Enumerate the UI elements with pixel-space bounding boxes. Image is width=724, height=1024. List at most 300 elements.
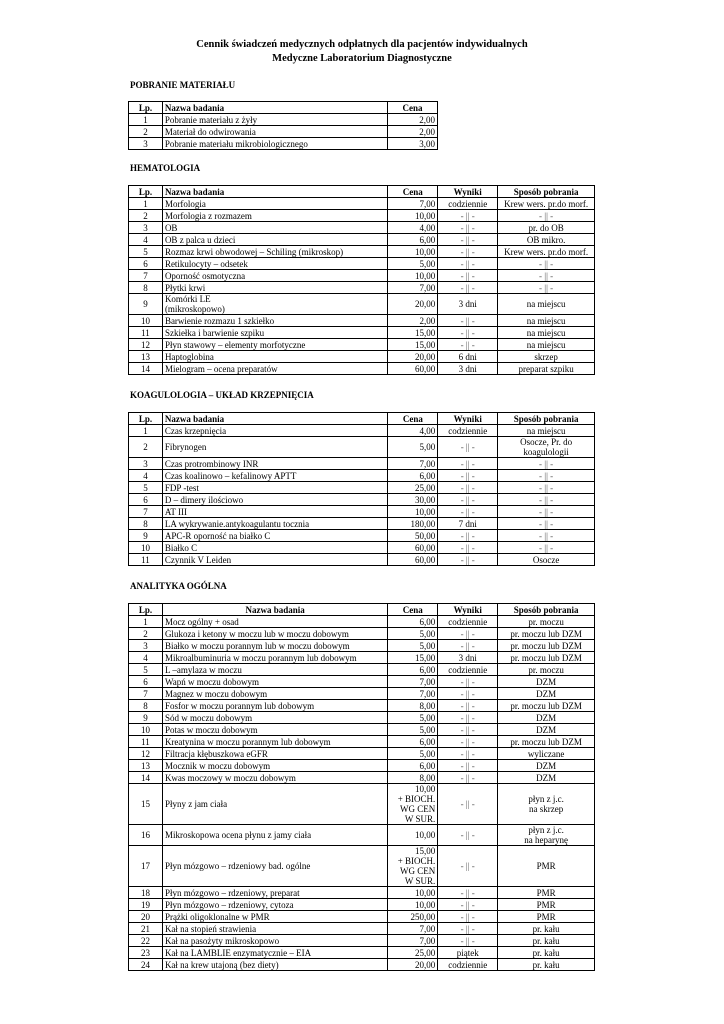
cell-results: - || - [438, 222, 498, 234]
cell-lp: 15 [129, 784, 163, 825]
cell-name: OB z palca u dzieci [162, 234, 387, 246]
header-method: Sposób pobrania [498, 604, 595, 616]
cell-method: preparat szpiku [498, 363, 595, 375]
header-name: Nazwa badania [162, 186, 387, 198]
cell-results: - || - [438, 554, 498, 566]
cell-method: Krew wers. pr.do morf. [498, 198, 595, 210]
cell-lp: 4 [129, 234, 163, 246]
cell-results: - || - [438, 437, 498, 458]
cell-name: Mielogram – ocena preparatów [162, 363, 387, 375]
cell-lp: 3 [129, 458, 163, 470]
table-row [129, 425, 595, 437]
cell-method: Osocze, Pr. do koagulologii [498, 437, 595, 458]
cell-name: L –amylaza w moczu [162, 664, 387, 676]
cell-method: na miejscu [498, 294, 595, 315]
cell-lp: 10 [129, 724, 163, 736]
table-analityka [128, 603, 595, 971]
table-row [129, 784, 595, 825]
cell-method: DZM [498, 772, 595, 784]
cell-lp: 1 [129, 114, 163, 126]
cell-results: - || - [438, 772, 498, 784]
cell-price: 10,00 [388, 506, 438, 518]
cell-price: 60,00 [388, 542, 438, 554]
cell-lp: 14 [129, 772, 163, 784]
cell-method: PMR [498, 911, 595, 923]
cell-method: Krew wers. pr.do morf. [498, 246, 595, 258]
cell-name: Kwas moczowy w moczu dobowym [162, 772, 387, 784]
header-price: Cena [388, 102, 438, 114]
table-row [129, 724, 595, 736]
cell-lp: 24 [129, 959, 163, 971]
cell-lp: 9 [129, 294, 163, 315]
cell-name: Płyn stawowy – elementy morfotyczne [162, 339, 387, 351]
cell-method: na miejscu [498, 425, 595, 437]
cell-name: Mocznik w moczu dobowym [162, 760, 387, 772]
table-row [129, 664, 595, 676]
table-row [129, 234, 595, 246]
cell-method: pr. moczu lub DZM [498, 736, 595, 748]
cell-results: codziennie [438, 425, 498, 437]
header-results: Wyniki [438, 186, 498, 198]
table-row [129, 760, 595, 772]
cell-price: 7,00 [388, 458, 438, 470]
cell-price: 7,00 [388, 676, 438, 688]
table-header-row [129, 186, 595, 198]
cell-lp: 17 [129, 846, 163, 887]
cell-results: - || - [438, 282, 498, 294]
cell-price: 6,00 [388, 760, 438, 772]
cell-results: - || - [438, 530, 498, 542]
cell-price: 250,00 [388, 911, 438, 923]
table-header-row [129, 604, 595, 616]
cell-method: - || - [498, 470, 595, 482]
cell-lp: 12 [129, 339, 163, 351]
cell-name: AT III [162, 506, 387, 518]
cell-name: LA wykrywanie.antykoagulantu tocznia [162, 518, 387, 530]
cell-name: Białko C [162, 542, 387, 554]
cell-results: - || - [438, 315, 498, 327]
section-heading-pobranie: POBRANIE MATERIAŁU [130, 80, 236, 90]
cell-name: Haptoglobina [162, 351, 387, 363]
table-row [129, 327, 595, 339]
cell-results: - || - [438, 339, 498, 351]
cell-price: 25,00 [388, 482, 438, 494]
cell-method: - || - [498, 494, 595, 506]
cell-price: 20,00 [388, 351, 438, 363]
table-row [129, 772, 595, 784]
cell-name: Szkiełka i barwienie szpiku [162, 327, 387, 339]
cell-lp: 6 [129, 676, 163, 688]
cell-results: 7 dni [438, 518, 498, 530]
cell-method: płyn z j.c. na heparynę [498, 825, 595, 846]
cell-results: 3 dni [438, 652, 498, 664]
cell-lp: 2 [129, 628, 163, 640]
cell-results: - || - [438, 712, 498, 724]
cell-method: DZM [498, 712, 595, 724]
table-row [129, 470, 595, 482]
cell-results: - || - [438, 688, 498, 700]
cell-lp: 2 [129, 126, 163, 138]
cell-method: DZM [498, 688, 595, 700]
cell-name: Materiał do odwirowania [162, 126, 387, 138]
page-title-line1: Cennik świadczeń medycznych odpłatnych dla pacjentów indywidualnych [196, 39, 528, 50]
cell-results: - || - [438, 887, 498, 899]
table-row [129, 640, 595, 652]
cell-results: - || - [438, 258, 498, 270]
cell-method: - || - [498, 270, 595, 282]
cell-lp: 14 [129, 363, 163, 375]
header-price: Cena [388, 186, 438, 198]
table-row [129, 222, 595, 234]
cell-price: 15,00 + BIOCH. WG CEN W SUR. [388, 846, 438, 887]
cell-results: - || - [438, 482, 498, 494]
cell-results: - || - [438, 784, 498, 825]
cell-lp: 10 [129, 315, 163, 327]
cell-lp: 1 [129, 198, 163, 210]
cell-results: - || - [438, 628, 498, 640]
cell-results: - || - [438, 676, 498, 688]
cell-price: 20,00 [388, 294, 438, 315]
cell-method: - || - [498, 542, 595, 554]
table-row [129, 899, 595, 911]
table-row [129, 748, 595, 760]
cell-method: pr. moczu lub DZM [498, 640, 595, 652]
cell-lp: 3 [129, 222, 163, 234]
cell-name: D – dimery ilościowo [162, 494, 387, 506]
cell-method: pr. kału [498, 959, 595, 971]
cell-price: 6,00 [388, 736, 438, 748]
cell-method: wyliczane [498, 748, 595, 760]
cell-price: 7,00 [388, 688, 438, 700]
cell-name: Kał na pasożyty mikroskopowo [162, 935, 387, 947]
cell-price: 5,00 [388, 437, 438, 458]
cell-price: 2,00 [388, 126, 438, 138]
cell-method: płyn z j.c. na skrzep [498, 784, 595, 825]
cell-name: Fosfor w moczu porannym lub dobowym [162, 700, 387, 712]
cell-price: 8,00 [388, 700, 438, 712]
cell-name: Barwienie rozmazu 1 szkiełko [162, 315, 387, 327]
header-price: Cena [388, 413, 438, 425]
cell-price: 7,00 [388, 935, 438, 947]
cell-method: - || - [498, 458, 595, 470]
table-row [129, 437, 595, 458]
cell-method: pr. moczu [498, 664, 595, 676]
cell-price: 6,00 [388, 664, 438, 676]
table-row [129, 138, 438, 150]
cell-name: Sód w moczu dobowym [162, 712, 387, 724]
cell-lp: 19 [129, 899, 163, 911]
cell-lp: 1 [129, 616, 163, 628]
table-row [129, 482, 595, 494]
cell-lp: 6 [129, 494, 163, 506]
table-row [129, 518, 595, 530]
cell-results: codziennie [438, 198, 498, 210]
cell-name: Pobranie materiału z żyły [162, 114, 387, 126]
table-row [129, 530, 595, 542]
cell-name: Fibrynogen [162, 437, 387, 458]
cell-lp: 7 [129, 270, 163, 282]
cell-name: Pobranie materiału mikrobiologicznego [162, 138, 387, 150]
cell-lp: 11 [129, 554, 163, 566]
cell-method: - || - [498, 506, 595, 518]
cell-method: DZM [498, 760, 595, 772]
cell-lp: 7 [129, 506, 163, 518]
cell-lp: 5 [129, 482, 163, 494]
cell-name: Prążki oligoklonalne w PMR [162, 911, 387, 923]
table-row [129, 246, 595, 258]
header-method: Sposób pobrania [498, 186, 595, 198]
table-row [129, 258, 595, 270]
header-method: Sposób pobrania [498, 413, 595, 425]
cell-lp: 8 [129, 700, 163, 712]
cell-method: na miejscu [498, 315, 595, 327]
cell-price: 60,00 [388, 363, 438, 375]
cell-price: 6,00 [388, 616, 438, 628]
cell-name: Komórki LE (mikroskopowo) [162, 294, 387, 315]
cell-results: 6 dni [438, 351, 498, 363]
cell-name: Morfologia [162, 198, 387, 210]
cell-method: pr. kału [498, 947, 595, 959]
cell-price: 60,00 [388, 554, 438, 566]
cell-price: 6,00 [388, 234, 438, 246]
header-lp: Lp. [129, 604, 163, 616]
cell-results: - || - [438, 736, 498, 748]
cell-lp: 3 [129, 138, 163, 150]
cell-lp: 20 [129, 911, 163, 923]
table-hematologia [128, 185, 595, 375]
table-row [129, 628, 595, 640]
cell-lp: 18 [129, 887, 163, 899]
cell-price: 5,00 [388, 748, 438, 760]
cell-results: - || - [438, 846, 498, 887]
cell-method: pr. kału [498, 923, 595, 935]
table-koagulologia [128, 412, 595, 566]
cell-price: 10,00 [388, 210, 438, 222]
cell-results: - || - [438, 327, 498, 339]
table-row [129, 959, 595, 971]
cell-results: - || - [438, 458, 498, 470]
table-row [129, 494, 595, 506]
cell-price: 7,00 [388, 923, 438, 935]
cell-name: Płyny z jam ciała [162, 784, 387, 825]
cell-method: pr. moczu lub DZM [498, 652, 595, 664]
cell-lp: 13 [129, 351, 163, 363]
cell-price: 25,00 [388, 947, 438, 959]
cell-method: - || - [498, 518, 595, 530]
cell-name: Kał na stopień strawienia [162, 923, 387, 935]
table-row [129, 542, 595, 554]
cell-lp: 5 [129, 246, 163, 258]
cell-name: Czynnik V Leiden [162, 554, 387, 566]
cell-method: - || - [498, 282, 595, 294]
header-name: Nazwa badania [162, 102, 387, 114]
cell-name: Glukoza i ketony w moczu lub w moczu dobowym [162, 628, 387, 640]
cell-method: pr. do OB [498, 222, 595, 234]
cell-lp: 9 [129, 712, 163, 724]
table-header-row [129, 413, 595, 425]
table-row [129, 700, 595, 712]
cell-name: Kał na LAMBLIE enzymatycznie – EIA [162, 947, 387, 959]
table-row [129, 923, 595, 935]
cell-lp: 23 [129, 947, 163, 959]
cell-results: - || - [438, 470, 498, 482]
cell-method: - || - [498, 210, 595, 222]
cell-name: Czas krzepnięcia [162, 425, 387, 437]
cell-method: skrzep [498, 351, 595, 363]
header-name: Nazwa badania [162, 413, 387, 425]
header-lp: Lp. [129, 186, 163, 198]
header-results: Wyniki [438, 604, 498, 616]
cell-results: - || - [438, 246, 498, 258]
header-name: Nazwa badania [162, 604, 387, 616]
cell-results: - || - [438, 640, 498, 652]
cell-price: 180,00 [388, 518, 438, 530]
cell-method: na miejscu [498, 327, 595, 339]
cell-method: pr. kału [498, 935, 595, 947]
cell-lp: 4 [129, 470, 163, 482]
table-row [129, 846, 595, 887]
table-row [129, 351, 595, 363]
cell-method: - || - [498, 258, 595, 270]
header-results: Wyniki [438, 413, 498, 425]
cell-name: Retikulocyty – odsetek [162, 258, 387, 270]
cell-lp: 13 [129, 760, 163, 772]
cell-lp: 4 [129, 652, 163, 664]
cell-name: Morfologia z rozmazem [162, 210, 387, 222]
cell-results: - || - [438, 911, 498, 923]
cell-price: 10,00 + BIOCH. WG CEN W SUR. [388, 784, 438, 825]
cell-price: 5,00 [388, 724, 438, 736]
table-row [129, 114, 438, 126]
cell-results: 3 dni [438, 363, 498, 375]
table-row [129, 676, 595, 688]
section-heading-analityka: ANALITYKA OGÓLNA [130, 581, 227, 591]
page-title-line2: Medyczne Laboratorium Diagnostyczne [272, 53, 452, 64]
cell-results: codziennie [438, 959, 498, 971]
cell-results: 3 dni [438, 294, 498, 315]
cell-method: PMR [498, 899, 595, 911]
table-row [129, 688, 595, 700]
cell-name: Mikroalbuminuria w moczu porannym lub dobowym [162, 652, 387, 664]
table-row [129, 887, 595, 899]
cell-lp: 10 [129, 542, 163, 554]
table-row [129, 339, 595, 351]
cell-name: Płyn mózgowo – rdzeniowy bad. ogólne [162, 846, 387, 887]
cell-price: 3,00 [388, 138, 438, 150]
cell-lp: 1 [129, 425, 163, 437]
cell-results: - || - [438, 506, 498, 518]
table-row [129, 458, 595, 470]
cell-name: Kał na krew utajoną (bez diety) [162, 959, 387, 971]
cell-results: piątek [438, 947, 498, 959]
cell-price: 15,00 [388, 652, 438, 664]
cell-lp: 2 [129, 437, 163, 458]
cell-name: Mocz ogólny + osad [162, 616, 387, 628]
table-row [129, 616, 595, 628]
cell-results: - || - [438, 700, 498, 712]
cell-results: - || - [438, 899, 498, 911]
section-heading-koagulologia: KOAGULOLOGIA – UKŁAD KRZEPNIĘCIA [130, 390, 314, 400]
cell-name: Czas koalinowo – kefalinowy APTT [162, 470, 387, 482]
cell-results: - || - [438, 494, 498, 506]
cell-results: codziennie [438, 664, 498, 676]
cell-results: - || - [438, 724, 498, 736]
cell-results: - || - [438, 760, 498, 772]
header-lp: Lp. [129, 413, 163, 425]
cell-results: - || - [438, 270, 498, 282]
cell-name: Kreatynina w moczu porannym lub dobowym [162, 736, 387, 748]
cell-name: Potas w moczu dobowym [162, 724, 387, 736]
cell-lp: 7 [129, 688, 163, 700]
cell-method: Osocze [498, 554, 595, 566]
cell-lp: 12 [129, 748, 163, 760]
table-row [129, 315, 595, 327]
cell-price: 5,00 [388, 258, 438, 270]
table-row [129, 825, 595, 846]
cell-price: 15,00 [388, 327, 438, 339]
cell-price: 15,00 [388, 339, 438, 351]
table-row [129, 554, 595, 566]
table-row [129, 652, 595, 664]
cell-price: 10,00 [388, 246, 438, 258]
cell-lp: 5 [129, 664, 163, 676]
cell-method: pr. moczu [498, 616, 595, 628]
cell-lp: 6 [129, 258, 163, 270]
table-row [129, 294, 595, 315]
cell-lp: 8 [129, 282, 163, 294]
cell-method: - || - [498, 482, 595, 494]
cell-price: 5,00 [388, 628, 438, 640]
table-row [129, 947, 595, 959]
cell-price: 10,00 [388, 270, 438, 282]
cell-price: 7,00 [388, 198, 438, 210]
cell-lp: 9 [129, 530, 163, 542]
table-row [129, 198, 595, 210]
cell-name: Mikroskopowa ocena płynu z jamy ciała [162, 825, 387, 846]
cell-method: DZM [498, 724, 595, 736]
cell-lp: 11 [129, 736, 163, 748]
header-lp: Lp. [129, 102, 163, 114]
table-row [129, 126, 438, 138]
cell-lp: 3 [129, 640, 163, 652]
cell-lp: 22 [129, 935, 163, 947]
table-row [129, 270, 595, 282]
cell-price: 2,00 [388, 114, 438, 126]
cell-price: 30,00 [388, 494, 438, 506]
cell-name: Magnez w moczu dobowym [162, 688, 387, 700]
table-header-row [129, 102, 438, 114]
cell-method: na miejscu [498, 339, 595, 351]
cell-price: 5,00 [388, 640, 438, 652]
cell-name: Czas protrombinowy INR [162, 458, 387, 470]
section-heading-hematologia: HEMATOLOGIA [130, 163, 201, 173]
cell-method: pr. moczu lub DZM [498, 628, 595, 640]
cell-price: 10,00 [388, 887, 438, 899]
cell-results: - || - [438, 542, 498, 554]
cell-price: 50,00 [388, 530, 438, 542]
cell-name: Płyn mózgowo – rdzeniowy, preparat [162, 887, 387, 899]
table-row [129, 935, 595, 947]
table-row [129, 506, 595, 518]
cell-results: - || - [438, 935, 498, 947]
cell-name: Wapń w moczu dobowym [162, 676, 387, 688]
cell-results: - || - [438, 923, 498, 935]
cell-price: 10,00 [388, 825, 438, 846]
cell-name: Oporność osmotyczna [162, 270, 387, 282]
cell-name: FDP -test [162, 482, 387, 494]
cell-lp: 21 [129, 923, 163, 935]
cell-results: - || - [438, 210, 498, 222]
